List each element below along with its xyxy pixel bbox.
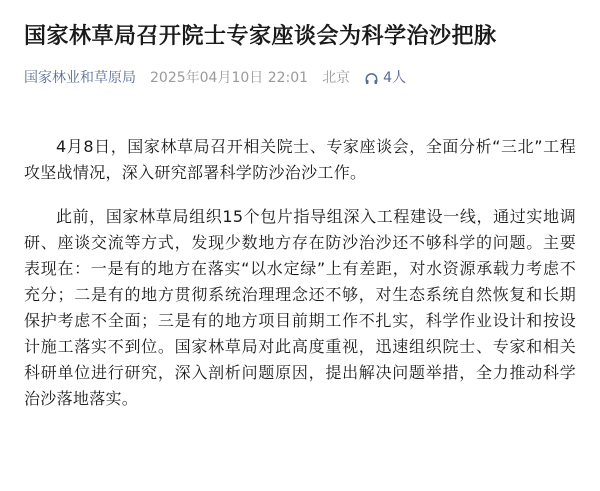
headphones-icon [364,71,379,86]
listen-button[interactable] [364,68,406,88]
source-link[interactable]: 国家林业和草原局 [24,70,136,86]
publish-location: 北京 [322,70,351,86]
publish-date: 2025年04月10日 22:01 [150,70,309,86]
article-title: 国家林草局召开院士专家座谈会为科学治沙把脉 [24,24,497,49]
article-body [24,134,576,412]
paragraph: 此前，国家林草局组织15个包片指导组深入工程建设一线，通过实地调研、座谈交流等方式，发现少数地方存在防沙治沙还不够科学的问题。主要表现在：一是有的地方在落实“以水定绿”上有差距，对水资源承载力考虑不充分；二是有的地方贯彻系统治理理念还不够，对生态系统自然恢复和长期保护考虑不全面；三是有的地方项目前期工作不扎实，科学作业设计和按设计施工落实不到位。国家林草局对此高度重视，迅速组织院士、专家和相关科研单位进行研究，深入剖析问题原因，提出解决问题举措，全力推动科学治沙落地落实。 [24,207,576,408]
listen-count: 4人 [383,70,406,86]
article-meta [24,68,576,88]
paragraph: 4月8日，国家林草局召开相关院士、专家座谈会，全面分析“三北”工程攻坚战情况，深入研究部署科学防沙治沙工作。 [24,137,576,182]
